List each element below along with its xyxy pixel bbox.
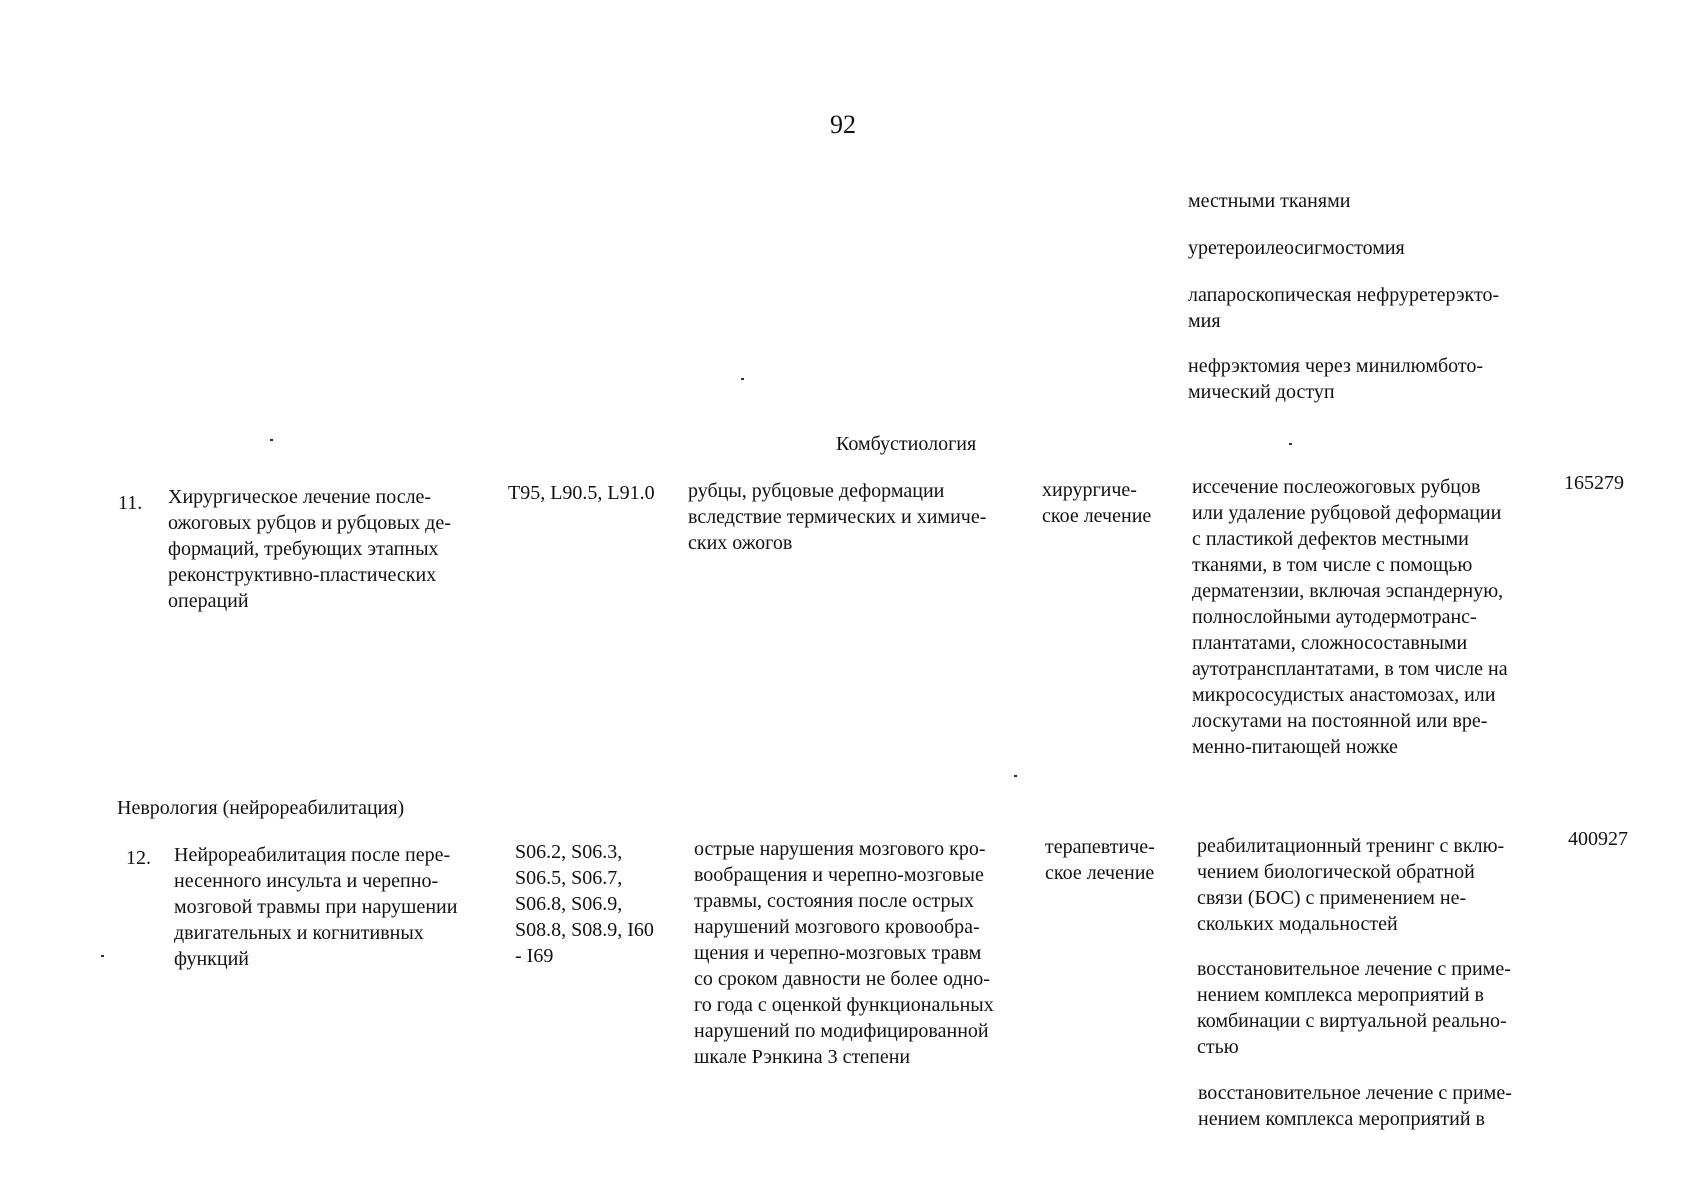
scan-speck [1014, 775, 1017, 777]
row-model: рубцы, рубцовые деформации вследствие термических и химиче- ских ожогов [688, 480, 987, 554]
scan-speck [1289, 443, 1292, 445]
row-price: 400927 [1568, 828, 1628, 850]
scan-speck [270, 439, 273, 441]
method-item: лапароскопическая нефруретерэкто- мия [1188, 284, 1500, 332]
row-treatment: терапевтиче- ское лечение [1045, 836, 1155, 884]
row-model: острые нарушения мозгового кро- вообращения и черепно-мозговые травмы, состояния после острых нарушений мозгового кровообра- щения и черепно-мозговых травм со сроком давности не более одно- го года с оценкой функциональных нарушений по модифицированной шкале Рэнкина 3 степени [694, 838, 994, 1068]
row-treatment: хирургиче- ское лечение [1042, 479, 1152, 527]
row-price: 165279 [1564, 472, 1624, 494]
row-name: Нейрореабилитация после пере- несенного инсульта и черепно- мозговой травмы при нарушении двигательных и когнитивных функций [174, 844, 458, 970]
method-item: иссечение послеожоговых рубцов или удаление рубцовой деформации с пластикой дефектов местными тканями, в том числе с помощью дерматензии, включая эспандерную, полнослойными аутодермотранс- плантатами, сложносоставными аутотрансплантатами, в том числе на микрососудистых анастомозах, или лоскутами на постоянной или вре- менно-питающей ножке [1192, 476, 1508, 758]
row-codes: S06.2, S06.3, S06.5, S06.7, S06.8, S06.9, S08.8, S08.9, I60 - I69 [515, 841, 654, 967]
method-item: восстановительное лечение с приме- нением комплекса мероприятий в комбинации с виртуальной реально- стью [1197, 958, 1511, 1058]
section-title-neurology: Неврология (нейрореабилитация) [117, 797, 405, 819]
row-number: 12. [126, 847, 151, 869]
row-number: 11. [118, 492, 143, 514]
method-item: восстановительное лечение с приме- нением комплекса мероприятий в [1198, 1082, 1512, 1130]
method-item: нефрэктомия через минилюмбото- мический доступ [1188, 355, 1484, 403]
scan-speck [741, 378, 744, 380]
row-name: Хирургическое лечение после- ожоговых рубцов и рубцовых де- формаций, требующих этапных реконструктивно-пластических операций [168, 486, 451, 612]
page-number: 92 [830, 110, 856, 139]
method-item: уретероилеосигмостомия [1188, 237, 1405, 259]
row-codes: Т95, L90.5, L91.0 [508, 482, 655, 504]
method-item: местными тканями [1188, 190, 1351, 212]
scan-speck [101, 955, 104, 957]
section-title-combustiology: Комбустиология [836, 433, 977, 455]
method-item: реабилитационный тренинг с вклю- чением биологической обратной связи (БОС) с применением не- скольких модальностей [1197, 835, 1505, 935]
